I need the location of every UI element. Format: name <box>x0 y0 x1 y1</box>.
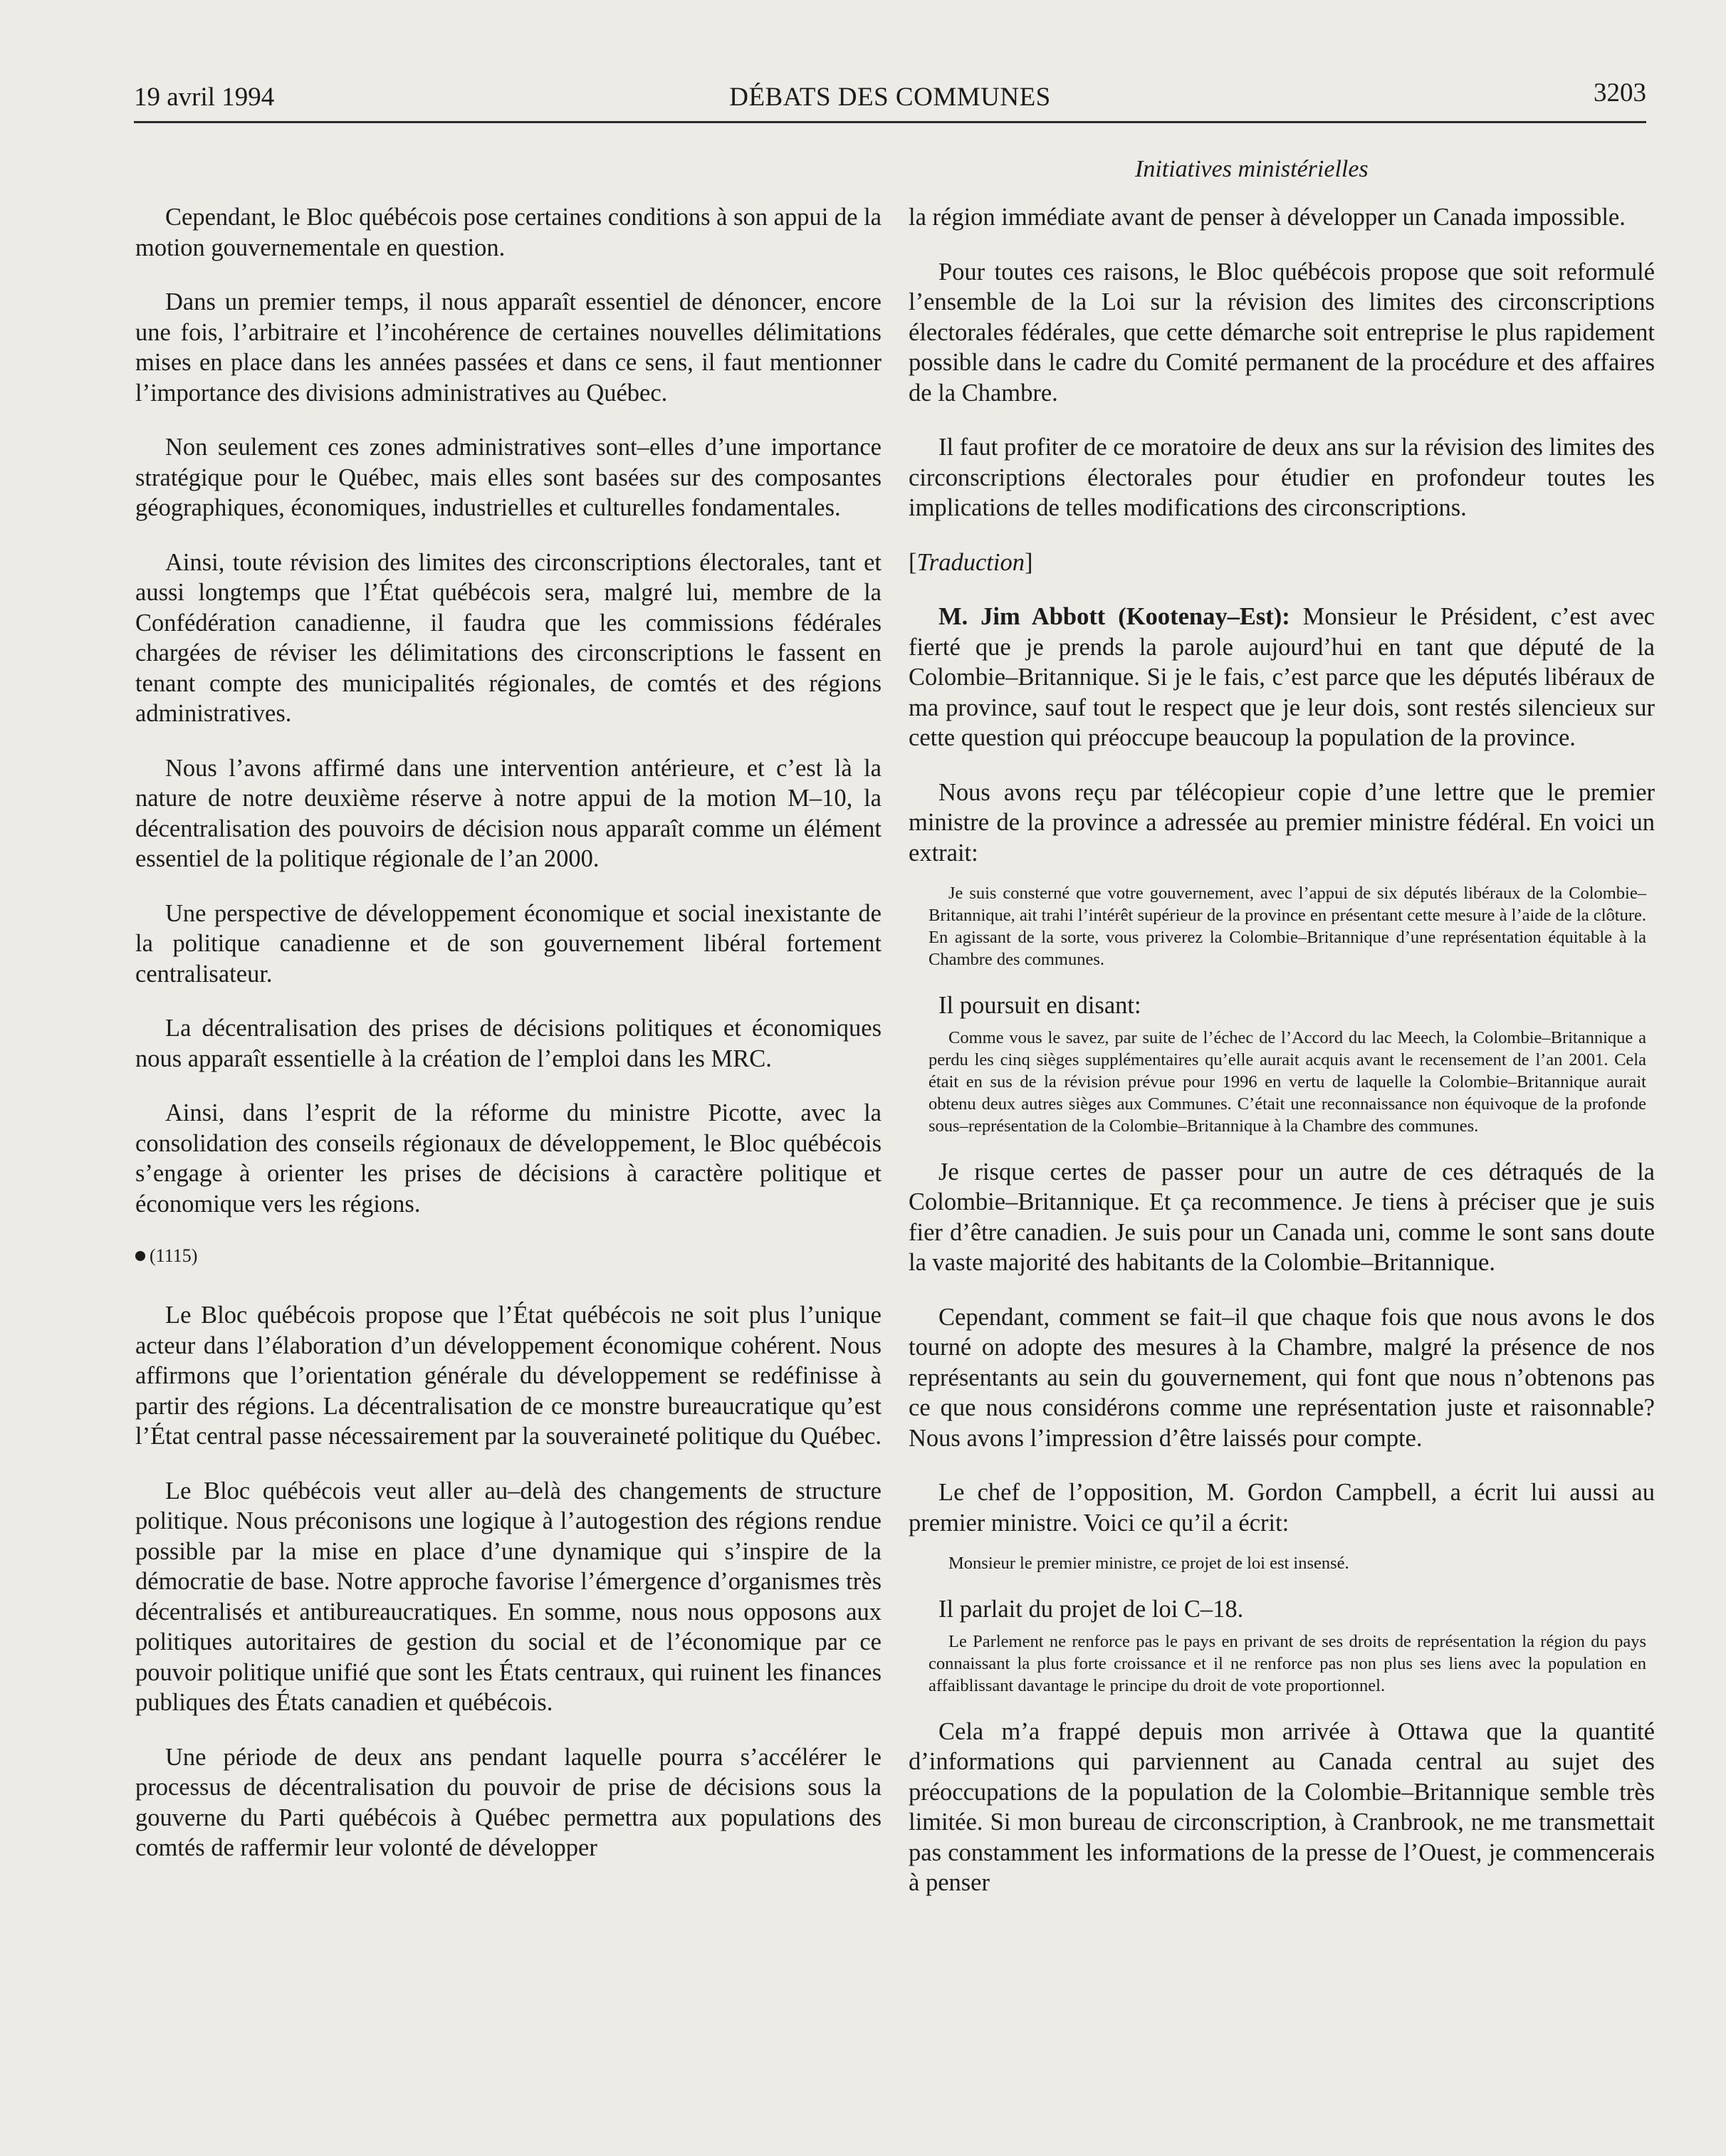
time-marker <box>135 1243 882 1269</box>
section-label: Initiatives ministérielles <box>1135 156 1369 182</box>
paragraph: La décentralisation des prises de décisions politiques et économiques nous apparaît essentielle à la création de l’emploi dans les MRC. <box>135 1015 882 1072</box>
header-title: DÉBATS DES COMMUNES <box>729 83 1051 112</box>
paragraph: Nous l’avons affirmé dans une intervention antérieure, et c’est là la nature de notre deuxième réserve à notre appui de la motion M–10, la décentralisation des pouvoirs de décision nous apparaît comme un élément essentiel de la politique régionale de l’an 2000. <box>135 754 882 872</box>
translation-text: Traduction <box>916 548 1025 576</box>
page-header <box>134 80 1646 123</box>
paragraph: Non seulement ces zones administratives sont–elles d’une importance stratégique pour le Québec, mais elles sont basées sur des composantes géographiques, économiques, industrielles et culturelles fondamentales. <box>135 434 882 521</box>
header-date: 19 avril 1994 <box>134 83 275 112</box>
bullet-dot-icon <box>135 1251 145 1261</box>
right-column <box>909 202 1655 1922</box>
paragraph: Il parlait du projet de loi C–18. <box>938 1596 1244 1623</box>
block-quote: Je suis consterné que votre gouvernement, avec l’appui de six députés libéraux de la Colombie–Britannique, ait trahi l’intérêt supérieur de la province en présentant cette mesure à l’aide de la clôture. En agissant de la sorte, vous priverez la Colombie–Britannique d’une représentation équitable à la Chambre des communes. <box>929 884 1646 969</box>
left-column <box>135 202 882 1888</box>
paragraph: Cependant, le Bloc québécois pose certaines conditions à son appui de la motion gouvernementale en question. <box>135 204 882 261</box>
speech-paragraph <box>909 602 1655 753</box>
block-quote: Monsieur le premier ministre, ce projet de loi est insensé. <box>948 1554 1349 1573</box>
paragraph: la région immédiate avant de penser à développer un Canada impossible. <box>909 204 1626 231</box>
paragraph: Le Bloc québécois veut aller au–delà des changements de structure politique. Nous préconisons une logique à l’autogestion des régions rendue possible par la mise en place d’une dynamique qui s’inspire de la démocratie de base. Notre approche favorise l’émergence d’organismes très décentralisés et antibureaucratiques. En somme, nous nous opposons aux politiques autoritaires de gestion du social et de l’économique par ce pouvoir politique unifié que sont les États centraux, qui ruinent les finances publiques des États canadien et québécois. <box>135 1477 882 1716</box>
paragraph: Il poursuit en disant: <box>938 992 1141 1019</box>
paragraph: Cependant, comment se fait–il que chaque fois que nous avons le dos tourné on adopte des mesures à la Chambre, malgré la présence de nos représentants au sein du gouvernement, qui font que nous n’obtenons pas ce que nous considérons comme une représentation juste et raisonnable? Nous avons l’impression d’être laissés pour compte. <box>909 1303 1655 1452</box>
speaker-name: M. Jim Abbott (Kootenay–Est): <box>938 603 1290 630</box>
paragraph: Ainsi, dans l’esprit de la réforme du ministre Picotte, avec la consolidation des conseils régionaux de développement, le Bloc québécois s’engage à orienter les prises de décisions à caractère politique et économique vers les régions. <box>135 1099 882 1218</box>
block-quote: Comme vous le savez, par suite de l’échec de l’Accord du lac Meech, la Colombie–Britannique a perdu les cinq sièges supplémentaires qu’elle aurait acquis avant le recensement de l’an 2001. Cela était en sus de la révision prévue pour 1996 en vertu de laquelle la Colombie–Britannique aurait obtenu deux autres sièges aux Communes. C’était une reconnaissance non équivoque de la profonde sous–représentation de la Colombie–Britannique à la Chambre des communes. <box>929 1027 1646 1136</box>
paragraph: Cela m’a frappé depuis mon arrivée à Ottawa que la quantité d’informations qui parviennent au Canada central au sujet des préoccupations de la population de la Colombie–Britannique semble très limitée. Si mon bureau de circonscription, à Cranbrook, ne me transmettait pas constamment les informations de la presse de l’Ouest, je commencerais à penser <box>909 1717 1655 1896</box>
paragraph: Une période de deux ans pendant laquelle pourra s’accélérer le processus de décentralisation du pouvoir de prise de décisions sous la gouverne du Parti québécois à Québec permettra aux populations des comtés de raffermir leur volonté de développer <box>135 1743 882 1861</box>
paragraph: Il faut profiter de ce moratoire de deux ans sur la révision des limites des circonscriptions électorales pour étudier en profondeur toutes les implications de telles modifications des circonscriptions. <box>909 434 1655 521</box>
page-number: 3203 <box>1594 78 1646 108</box>
paragraph: Une perspective de développement économique et social inexistante de la politique canadienne et de son gouvernement libéral fortement centralisateur. <box>135 899 882 988</box>
paragraph: Le chef de l’opposition, M. Gordon Campbell, a écrit lui aussi au premier ministre. Voici ce qu’il a écrit: <box>909 1479 1655 1537</box>
paragraph: Ainsi, toute révision des limites des circonscriptions électorales, tant et aussi longtemps que l’État québécois sera, malgré lui, membre de la Confédération canadienne, il faudra que les commissions fédérales chargées de réviser les délimitations des circonscriptions le fassent en tenant compte des municipalités régionales, de comtés et des régions administratives. <box>135 548 882 727</box>
paragraph: Pour toutes ces raisons, le Bloc québécois propose que soit reformulé l’ensemble de la Loi sur la révision des limites des circonscriptions électorales fédérales, que cette démarche soit entreprise le plus rapidement possible dans le cadre du Comité permanent de la procédure et des affaires de la Chambre. <box>909 258 1655 407</box>
paragraph: Nous avons reçu par télécopieur copie d’une lettre que le premier ministre de la province a adressée au premier ministre fédéral. En voici un extrait: <box>909 778 1655 867</box>
paragraph: Dans un premier temps, il nous apparaît essentiel de dénoncer, encore une fois, l’arbitraire et l’incohérence de certaines nouvelles délimitations mises en place dans les années passées et dans ce sens, il faut mentionner l’importance des divisions administratives au Québec. <box>135 288 882 407</box>
translation-label: [Traduction] <box>909 548 1033 576</box>
paragraph: Je risque certes de passer pour un autre de ces détraqués de la Colombie–Britannique. Et ça recommence. Je tiens à préciser que je suis fier d’être canadien. Je suis pour un Canada uni, comme le sont sans doute la vaste majorité des habitants de la Colombie–Britannique. <box>909 1158 1655 1276</box>
time-marker-text: (1115) <box>150 1245 198 1266</box>
speech-text: Monsieur le Président, c’est avec fierté que je prends la parole aujourd’hui en tant que député de la Colombie–Britannique. Si je le fais, c’est parce que les députés libéraux de ma province, sauf tout le respect que je leur dois, sont restés silencieux sur cette question qui préoccupe beaucoup la population de la province. <box>909 603 1655 751</box>
block-quote: Le Parlement ne renforce pas le pays en privant de ses droits de représentation la région du pays connaissant la plus forte croissance et il ne renforce pas non plus ses liens avec la population en affaiblissant davantage le principe du droit de vote proportionnel. <box>929 1631 1646 1695</box>
paragraph: Le Bloc québécois propose que l’État québécois ne soit plus l’unique acteur dans l’élaboration d’un développement économique cohérent. Nous affirmons que l’orientation générale du développement se redéfinisse à partir des régions. La décentralisation de ce monstre bureaucratique qu’est l’État central passe nécessairement par la souveraineté politique du Québec. <box>135 1302 882 1450</box>
